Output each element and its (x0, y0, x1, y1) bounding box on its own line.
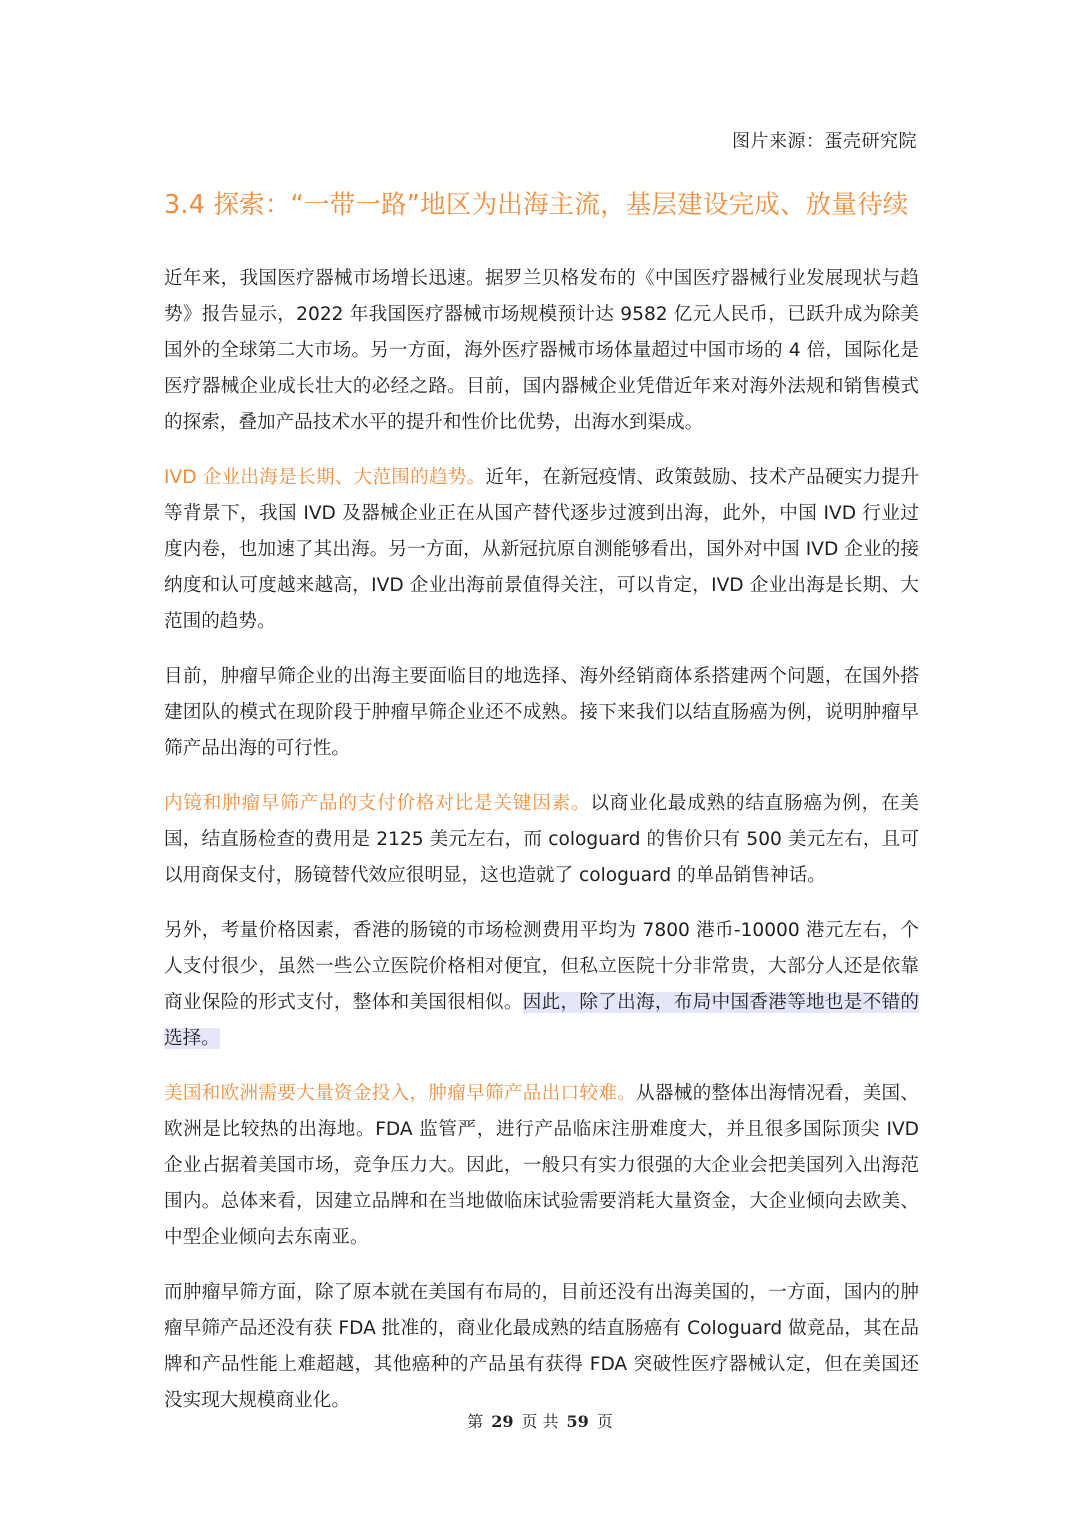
paragraph-hong-kong (164, 913, 919, 1057)
paragraph-text: 以商业化最成熟的结直肠癌为例，在美国，结直肠检查的费用是 2125 美元左右，而 cologuard 的售价只有 500 美元左右，且可以用商保支付，肠镜替代效应很明显，这也造就了 cologuard 的单品销售神话。 (164, 793, 919, 886)
body-content (164, 261, 919, 1438)
footer-prefix: 第 (467, 1412, 484, 1431)
footer-middle: 页 共 (521, 1412, 559, 1431)
paragraph-price-comparison (164, 786, 919, 894)
paragraph-us-europe (164, 1076, 919, 1256)
text-selection-highlight[interactable]: 因此，除了出海，布局中国香港等地也是不错的选择。 (164, 992, 919, 1049)
paragraph-text: 另外，考量价格因素，香港的肠镜的市场检测费用平均为 7800 港币-10000 港元左右，个人支付很少，虽然一些公立医院价格相对便宜，但私立医院十分非常贵，大部分人还是依靠商业保险的形式支付，整体和美国很相似。 (164, 920, 919, 1013)
highlight-lead: 内镜和肿瘤早筛产品的支付价格对比是关键因素。 (164, 793, 591, 814)
paragraph-text: 近年，在新冠疫情、政策鼓励、技术产品硬实力提升等背景下，我国 IVD 及器械企业正在从国产替代逐步过渡到出海，此外，中国 IVD 行业过度内卷，也加速了其出海。另一方面，从新冠抗原自测能够看出，国外对中国 IVD 企业的接纳度和认可度越来越高，IVD 企业出海前景值得关注，可以肯定，IVD 企业出海是长期、大范围的趋势。 (164, 467, 919, 632)
current-page-number: 29 (491, 1412, 514, 1431)
total-page-number: 59 (566, 1412, 589, 1431)
paragraph-screening-issues (164, 659, 919, 767)
paragraph-text: 目前，肿瘤早筛企业的出海主要面临目的地选择、海外经销商体系搭建两个问题，在国外搭建团队的模式在现阶段于肿瘤早筛企业还不成熟。接下来我们以结直肠癌为例，说明肿瘤早筛产品出海的可行性。 (164, 666, 919, 759)
image-source-caption: 图片来源：蛋壳研究院 (732, 131, 917, 152)
paragraph-text: 从器械的整体出海情况看，美国、欧洲是比较热的出海地。FDA 监管严，进行产品临床注册难度大，并且很多国际顶尖 IVD 企业占据着美国市场，竞争压力大。因此，一般只有实力很强的大企业会把美国列入出海范围内。总体来看，因建立品牌和在当地做临床试验需要消耗大量资金，大企业倾向去欧美、中型企业倾向去东南亚。 (164, 1083, 919, 1248)
highlight-lead: 美国和欧洲需要大量资金投入，肿瘤早筛产品出口较难。 (164, 1083, 637, 1104)
paragraph-text: 近年来，我国医疗器械市场增长迅速。据罗兰贝格发布的《中国医疗器械行业发展现状与趋势》报告显示，2022 年我国医疗器械市场规模预计达 9582 亿元人民币，已跃升成为除美国外的全球第二大市场。另一方面，海外医疗器械市场体量超过中国市场的 4 倍，国际化是医疗器械企业成长壮大的必经之路。目前，国内器械企业凭借近年来对海外法规和销售模式的探索，叠加产品技术水平的提升和性价比优势，出海水到渠成。 (164, 268, 919, 433)
section-title: 3.4 探索：“一带一路”地区为出海主流，基层建设完成、放量待续 (164, 190, 909, 220)
footer-suffix: 页 (596, 1412, 613, 1431)
paragraph-market-growth (164, 261, 919, 441)
page-footer (0, 1410, 1080, 1434)
paragraph-text: 而肿瘤早筛方面，除了原本就在美国有布局的，目前还没有出海美国的，一方面，国内的肿瘤早筛产品还没有获 FDA 批准的，商业化最成熟的结直肠癌有 Cologuard 做竞品，其在品牌和产品性能上难超越，其他癌种的产品虽有获得 FDA 突破性医疗器械认定，但在美国还没实现大规模商业化。 (164, 1282, 919, 1411)
paragraph-ivd-trend (164, 460, 919, 640)
paragraph-cancer-screening (164, 1275, 919, 1419)
highlight-lead: IVD 企业出海是长期、大范围的趋势。 (164, 467, 486, 488)
